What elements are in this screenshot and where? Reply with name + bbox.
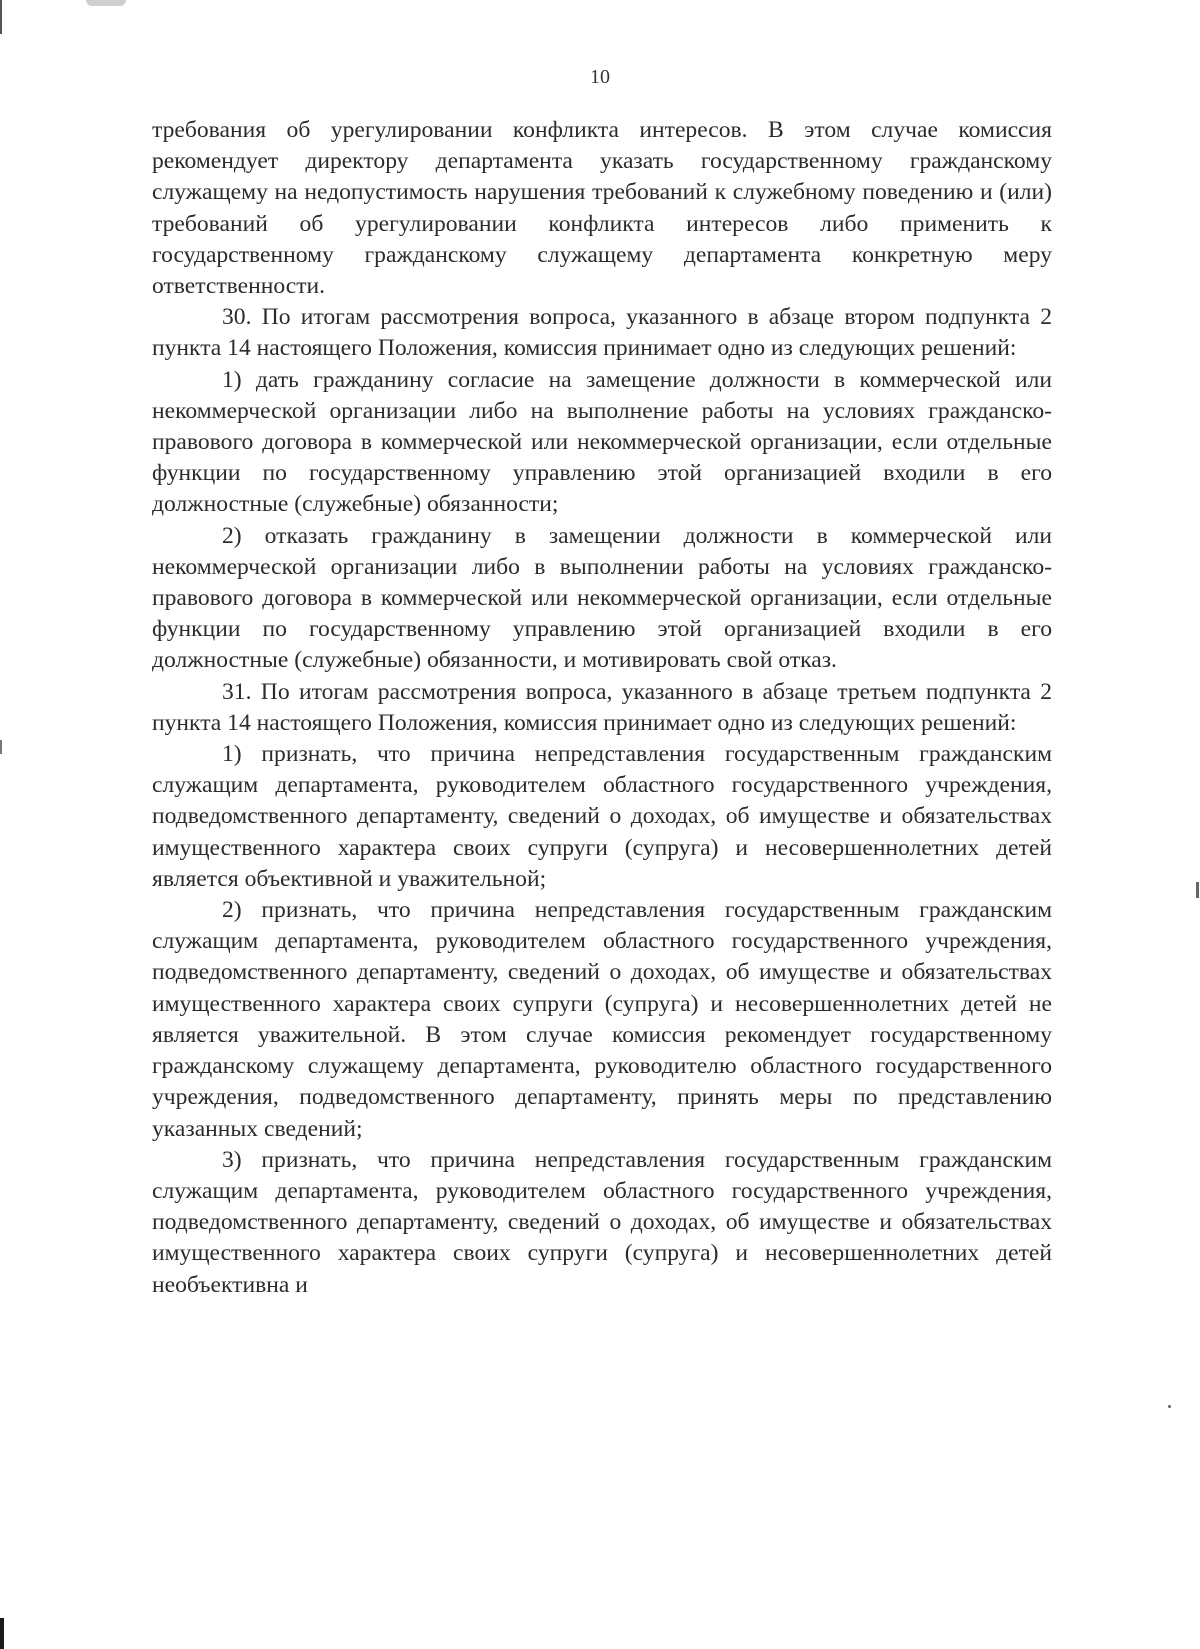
paragraph-subitem-30-1: 1) дать гражданину согласие на замещение должности в коммерческой или некоммерческой организации либо на выполнение работы на условиях гражданско-правового договора в коммерческой или некоммерческой организации, если отдельные функции по государственному управлению этой организацией входили в его должностные (служебные) обязанности;: [152, 366, 1052, 518]
paragraph-subitem-31-1: 1) признать, что причина непредставления государственным гражданским служащим департамента, руководителем областного государственного учреждения, подведомственного департаменту, сведений о доходах, об имуществе и обязательствах имущественного характера своих супруги (супруга) и несовершеннолетних детей является объективной и уважительной;: [152, 741, 1052, 892]
scan-edge-mark: [1196, 882, 1199, 898]
scan-edge-mark: [0, 1618, 4, 1649]
paragraph-item-31: 31. По итогам рассмотрения вопроса, указанного в абзаце третьем подпункта 2 пункта 14 настоящего Положения, комиссия принимает одно из следующих решений:: [152, 678, 1052, 736]
paragraph-subitem-30-2: 2) отказать гражданину в замещении должности в коммерческой или некоммерческой организации либо в выполнении работы на условиях гражданско-правового договора в коммерческой или некоммерческой организации, если отдельные функции по государственному управлению этой организацией входили в его должностные (служебные) обязанности, и мотивировать свой отказ.: [152, 522, 1052, 674]
document-body: [152, 115, 1052, 1301]
paragraph-subitem-31-2: 2) признать, что причина непредставления государственным гражданским служащим департамента, руководителем областного государственного учреждения, подведомственного департаменту, сведений о доходах, об имуществе и обязательствах имущественного характера своих супруги (супруга) и несовершеннолетних детей не является уважительной. В этом случае комиссия рекомендует государственному гражданскому служащему департамента, руководителю областного государственного учреждения, подведомственного департаменту, принять меры по представлению указанных сведений;: [152, 897, 1052, 1142]
page-number: 10: [590, 66, 610, 88]
scan-smudge: [86, 0, 126, 6]
paragraph: требования об урегулировании конфликта интересов. В этом случае комиссия рекомендует директору департамента указать государственному гражданскому служащему на недопустимость нарушения требований к служебному поведению и (или) требований об урегулировании конфликта интересов либо применить к государственному гражданскому служащему департамента конкретную меру ответственности.: [152, 117, 1052, 300]
scan-dust-dot: [1168, 1405, 1171, 1408]
paragraph-subitem-31-3: 3) признать, что причина непредставления государственным гражданским служащим департамента, руководителем областного государственного учреждения, подведомственного департаменту, сведений о доходах, об имуществе и обязательствах имущественного характера своих супруги (супруга) и несовершеннолетних детей необъективна и: [152, 1146, 1052, 1298]
scan-edge-mark: [0, 740, 2, 754]
scan-edge-mark: [0, 0, 2, 34]
paragraph-item-30: 30. По итогам рассмотрения вопроса, указанного в абзаце втором подпункта 2 пункта 14 настоящего Положения, комиссия принимает одно из следующих решений:: [152, 304, 1052, 362]
